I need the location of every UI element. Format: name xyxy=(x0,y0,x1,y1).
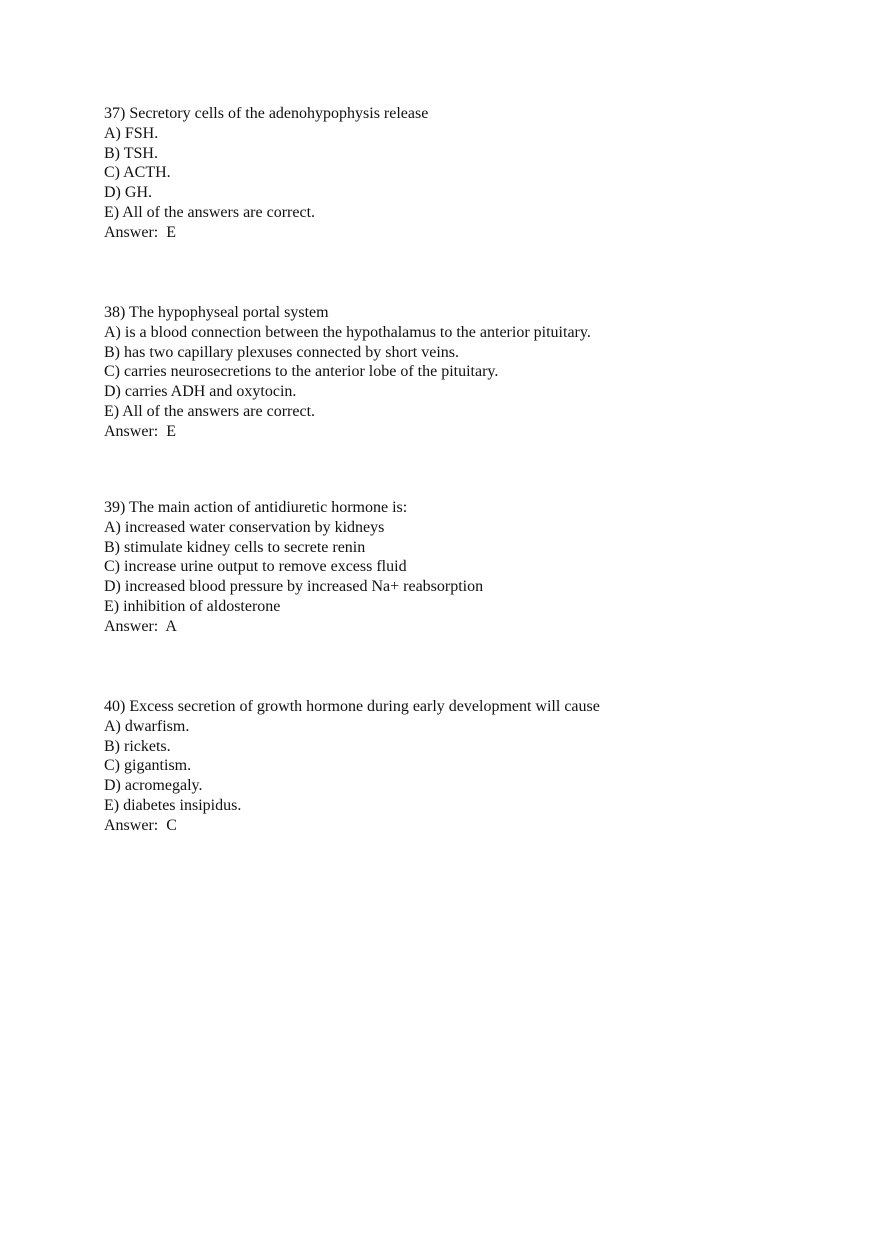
option-b: B) stimulate kidney cells to secrete renin xyxy=(104,538,366,556)
option-d: D) GH. xyxy=(104,184,152,202)
option-e: E) inhibition of aldosterone xyxy=(104,597,281,615)
option-c: C) carries neurosecretions to the anterior lobe of the pituitary. xyxy=(104,363,499,381)
question-stem: 37) Secretory cells of the adenohypophysis release xyxy=(104,105,429,122)
question-stem: 40) Excess secretion of growth hormone during early development will cause xyxy=(104,698,600,715)
option-c: C) increase urine output to remove excess fluid xyxy=(104,558,407,576)
option-c: C) ACTH. xyxy=(104,164,171,182)
option-e: E) diabetes insipidus. xyxy=(104,796,242,814)
question-40 xyxy=(104,697,824,836)
option-c: C) gigantism. xyxy=(104,757,192,775)
option-b: B) has two capillary plexuses connected by short veins. xyxy=(104,343,460,361)
option-a: A) FSH. xyxy=(104,124,159,142)
answer-line: Answer: C xyxy=(104,816,177,834)
option-d: D) carries ADH and oxytocin. xyxy=(104,383,297,401)
option-e: E) All of the answers are correct. xyxy=(104,203,316,221)
question-39 xyxy=(104,498,824,637)
option-b: B) rickets. xyxy=(104,737,171,755)
question-38 xyxy=(104,303,824,442)
answer-line: Answer: E xyxy=(104,422,176,440)
question-stem: 38) The hypophyseal portal system xyxy=(104,304,329,321)
option-a: A) increased water conservation by kidneys xyxy=(104,518,385,536)
answer-line: Answer: A xyxy=(104,617,177,635)
option-d: D) increased blood pressure by increased Na+ reabsorption xyxy=(104,578,484,596)
answer-line: Answer: E xyxy=(104,223,176,241)
question-stem: 39) The main action of antidiuretic hormone is: xyxy=(104,499,408,516)
option-d: D) acromegaly. xyxy=(104,777,203,795)
option-a: A) is a blood connection between the hypothalamus to the anterior pituitary. xyxy=(104,323,591,341)
question-37 xyxy=(104,104,824,243)
option-a: A) dwarfism. xyxy=(104,717,190,735)
option-e: E) All of the answers are correct. xyxy=(104,402,316,420)
option-b: B) TSH. xyxy=(104,144,158,162)
